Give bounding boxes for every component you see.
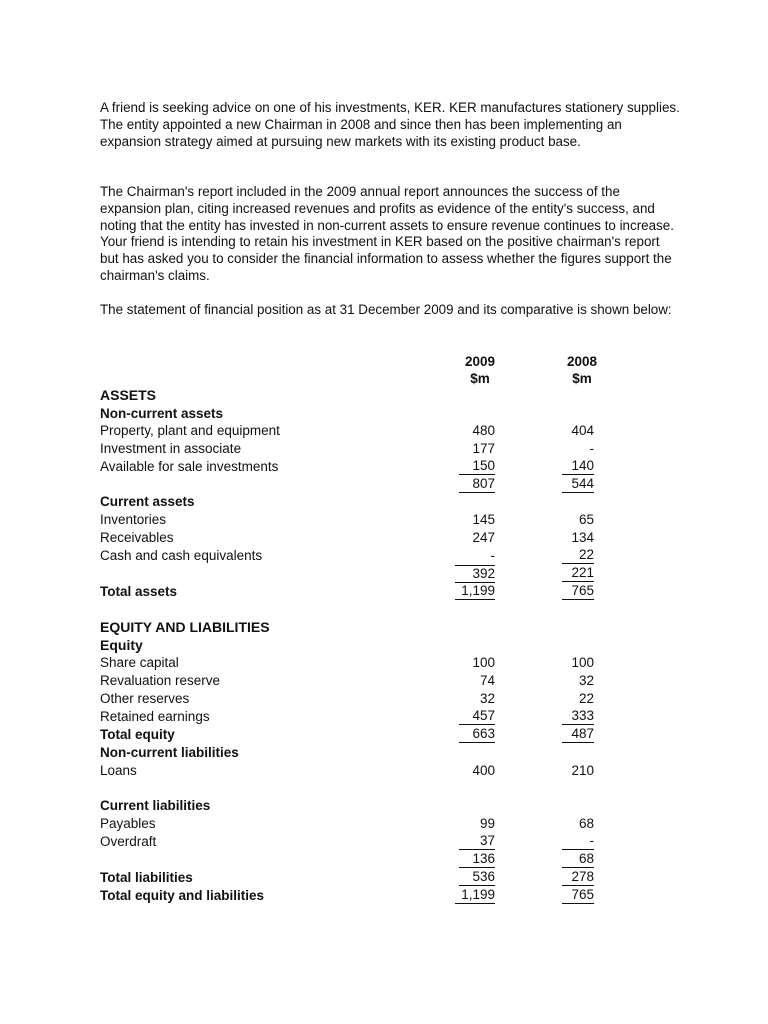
table-row [100, 529, 620, 547]
table-row [100, 654, 620, 672]
subsection-heading [100, 744, 620, 762]
table-row [100, 440, 620, 458]
value-2009: 99 [479, 816, 495, 831]
row-label: Overdraft [100, 834, 157, 849]
value-2009: 663 [459, 726, 495, 743]
table-row [100, 815, 620, 833]
value-2008: 68 [562, 851, 594, 868]
subsection-heading [100, 636, 620, 654]
value-2009: 457 [459, 708, 495, 725]
row-label: Receivables [100, 530, 174, 545]
value-2008: 487 [562, 726, 594, 743]
value-2009: 480 [472, 423, 495, 438]
value-2009: 150 [459, 458, 495, 475]
row-label: Inventories [100, 512, 167, 527]
value-2008: 32 [578, 673, 594, 688]
value-2008: 333 [562, 708, 594, 725]
value-2008: 68 [578, 816, 594, 831]
value-2009: 247 [472, 530, 495, 545]
value-2008: 100 [571, 655, 594, 670]
value-2009: 145 [472, 512, 495, 527]
year-label: 2008 [566, 354, 598, 369]
subtotal-row [100, 476, 620, 494]
total-row [100, 583, 620, 601]
row-label: Available for sale investments [100, 459, 279, 474]
value-2009: 392 [455, 565, 495, 583]
row-label: Loans [100, 763, 137, 778]
row-label: Share capital [100, 655, 179, 670]
table-row [100, 547, 620, 565]
value-2008: 221 [562, 565, 594, 582]
row-label: Cash and cash equivalents [100, 548, 263, 563]
value-2009: 100 [472, 655, 495, 670]
row-label: Payables [100, 816, 156, 831]
subsection-heading [100, 405, 620, 423]
value-2009: 74 [479, 673, 495, 688]
value-2009: 536 [459, 869, 495, 886]
chairman-report-paragraph: The Chairman's report included in the 2009 annual report announces the success of the expansion plan, citing increased revenues and profits as evidence of the entity's success, and noting that the entity has invested in non-current assets to ensure revenue continues to increase. Your friend is intending to retain his investment in KER based on the positive chairman's report but has asked you to consider the financial information to assess whether the figures support the chairman's claims. [100, 184, 674, 283]
statement-intro-paragraph: The statement of financial position as at 31 December 2009 and its comparative is shown below: [100, 302, 672, 317]
unit-label: $m [470, 371, 490, 386]
value-2009: 1,199 [455, 887, 495, 904]
value-2008: 765 [562, 887, 594, 904]
non-current-liabilities-heading: Non-current liabilities [100, 745, 239, 760]
row-label: Total equity and liabilities [100, 888, 265, 903]
row-label: Revaluation reserve [100, 673, 221, 688]
value-2009: 32 [479, 691, 495, 706]
value-2008: 22 [578, 691, 594, 706]
subtotal-row [100, 851, 620, 869]
table-row [100, 708, 620, 726]
value-2008: 134 [571, 530, 594, 545]
table-row [100, 833, 620, 851]
assets-heading: ASSETS [100, 387, 157, 403]
column-header-2009 [450, 353, 510, 387]
subsection-heading [100, 493, 620, 511]
section-heading [100, 386, 620, 404]
value-2008: - [589, 441, 594, 456]
value-2009: - [490, 548, 495, 563]
value-2009: 136 [459, 851, 495, 868]
table-row [100, 690, 620, 708]
total-row [100, 726, 620, 744]
value-2008: 544 [562, 476, 594, 493]
table-row [100, 458, 620, 476]
table-row [100, 762, 620, 780]
row-label: Other reserves [100, 691, 190, 706]
row-label: Property, plant and equipment [100, 423, 280, 438]
table-row [100, 422, 620, 440]
table-row [100, 511, 620, 529]
value-2009: 177 [472, 441, 495, 456]
column-header-2008 [552, 353, 612, 387]
current-assets-heading: Current assets [100, 494, 195, 509]
table-row [100, 672, 620, 690]
row-label: Retained earnings [100, 709, 210, 724]
value-2008: 404 [571, 423, 594, 438]
row-label: Total equity [100, 727, 175, 742]
value-2009: 807 [459, 476, 495, 493]
row-label: Total assets [100, 584, 178, 599]
row-label: Total liabilities [100, 870, 193, 885]
total-row [100, 869, 620, 887]
value-2008: 22 [562, 547, 594, 564]
section-heading [100, 618, 620, 636]
current-liabilities-heading: Current liabilities [100, 798, 211, 813]
equity-and-liabilities-heading: EQUITY AND LIABILITIES [100, 619, 270, 635]
value-2009: 1,199 [455, 583, 495, 600]
value-2008: 140 [562, 458, 594, 475]
unit-label: $m [572, 371, 592, 386]
value-2008: - [562, 833, 594, 850]
total-row [100, 887, 620, 905]
value-2009: 37 [459, 833, 495, 850]
year-label: 2009 [464, 354, 496, 369]
subtotal-row [100, 565, 620, 583]
intro-paragraph: A friend is seeking advice on one of his investments, KER. KER manufactures stationery supplies. The entity appointed a new Chairman in 2008 and since then has been implementing an expansion strategy aimed at pursuing new markets with its existing product base. [100, 100, 680, 149]
value-2008: 278 [562, 869, 594, 886]
row-label: Investment in associate [100, 441, 242, 456]
value-2008: 765 [562, 583, 594, 600]
equity-heading: Equity [100, 637, 143, 653]
subsection-heading [100, 797, 620, 815]
value-2008: 210 [571, 763, 594, 778]
non-current-assets-heading: Non-current assets [100, 406, 224, 421]
value-2008: 65 [578, 512, 594, 527]
value-2009: 400 [472, 763, 495, 778]
